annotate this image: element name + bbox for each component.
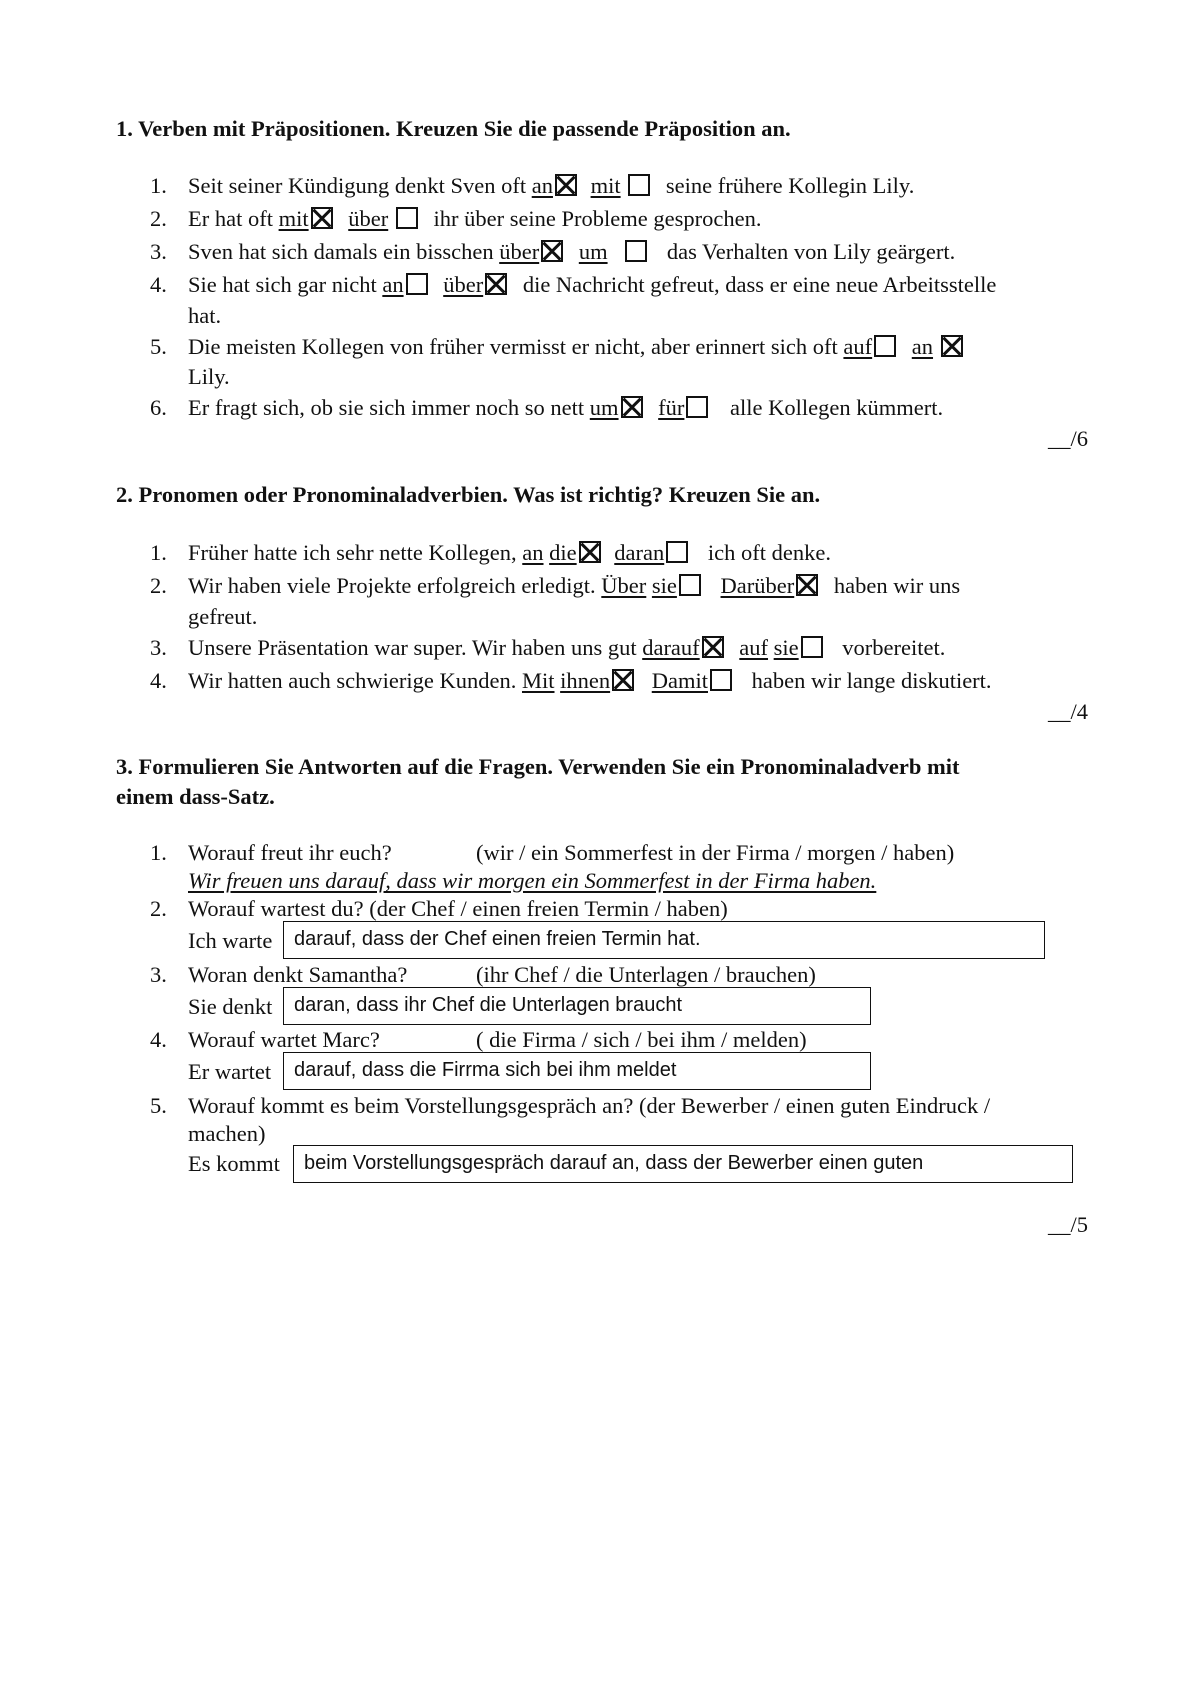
s1-item4-text: Sie hat sich gar nicht: [188, 272, 377, 297]
s1-item1-option2: mit: [590, 173, 621, 198]
s2-item3: [188, 633, 945, 663]
s3-item1-hint: (wir / ein Sommerfest in der Firma / morgen / haben): [476, 840, 955, 865]
s1-item6-option1: um: [589, 395, 619, 420]
s2-item2-option1b: sie: [651, 573, 677, 598]
s1-item5: [188, 332, 965, 362]
s1-item4-rest: die Nachricht gefreut, dass er eine neue Arbeitsstelle: [522, 272, 997, 297]
s1-item2-option1: mit: [278, 206, 309, 231]
s3-item2-question: Worauf wartest du? (der Chef / einen freien Termin / haben): [188, 896, 728, 921]
s1-item5-number: 5.: [150, 334, 167, 359]
s1-item1: [188, 171, 914, 201]
section3-score: __/5: [1048, 1212, 1089, 1237]
s2-item4-option1a: Mit: [521, 668, 555, 693]
s1-item2-text: Er hat oft: [188, 206, 273, 231]
s3-item5-continuation: machen): [188, 1121, 266, 1146]
s1-item4-checkbox2[interactable]: [485, 273, 507, 295]
s1-item3-rest: das Verhalten von Lily geärgert.: [666, 239, 956, 264]
s1-item2: [188, 204, 762, 234]
s1-item6-text: Er fragt sich, ob sie sich immer noch so nett: [188, 395, 585, 420]
s3-item5-answer-field[interactable]: beim Vorstellungsgespräch darauf an, dass der Bewerber einen guten: [293, 1145, 1073, 1183]
s1-item4-number: 4.: [150, 272, 167, 297]
s1-item6-number: 6.: [150, 395, 167, 420]
s2-item4-checkbox1[interactable]: [612, 669, 634, 691]
s1-item4: [188, 270, 996, 300]
s1-item1-text: Seit seiner Kündigung denkt Sven oft: [188, 173, 527, 198]
s2-item1-rest: ich oft denke.: [707, 540, 831, 565]
s2-item2: [188, 571, 960, 601]
s2-item3-checkbox2[interactable]: [801, 636, 823, 658]
s3-item4-answer-field[interactable]: darauf, dass die Firrma sich bei ihm meldet: [283, 1052, 871, 1090]
s3-item1-example-text: Wir freuen uns darauf, dass wir morgen ein Sommerfest in der Firma haben.: [188, 868, 877, 893]
s2-item3-rest: vorbereitet.: [842, 635, 946, 660]
s1-item3-checkbox1[interactable]: [541, 240, 563, 262]
s2-item2-option1a: Über: [601, 573, 647, 598]
s3-item2-lead: Ich warte: [188, 928, 273, 953]
s1-item4-option2: über: [443, 272, 484, 297]
s1-item4-continuation: hat.: [188, 303, 222, 328]
s2-item4-rest: haben wir lange diskutiert.: [751, 668, 992, 693]
s1-item3-option1: über: [499, 239, 540, 264]
s1-item1-rest: seine frühere Kollegin Lily.: [665, 173, 915, 198]
s1-item6: [188, 393, 943, 423]
s2-item2-text: Wir haben viele Projekte erfolgreich erledigt.: [188, 573, 596, 598]
s1-item4-checkbox1[interactable]: [406, 273, 428, 295]
s2-item1-text: Früher hatte ich sehr nette Kollegen,: [188, 540, 517, 565]
s2-item3-option1: darauf: [642, 635, 700, 660]
s2-item1-option1b: die: [549, 540, 577, 565]
s3-item1-question: Worauf freut ihr euch?: [188, 840, 392, 865]
s1-item2-checkbox2[interactable]: [396, 207, 418, 229]
s1-item5-option2: an: [911, 334, 934, 359]
s2-item1-checkbox1[interactable]: [579, 541, 601, 563]
s1-item3-text: Sven hat sich damals ein bisschen: [188, 239, 494, 264]
s3-item4-lead: Er wartet: [188, 1059, 272, 1084]
s2-item4: [188, 666, 992, 696]
s3-item3-hint: (ihr Chef / die Unterlagen / brauchen): [476, 962, 816, 987]
s1-item5-checkbox2[interactable]: [941, 335, 963, 357]
s3-item1-number: 1.: [150, 840, 167, 865]
s2-item2-checkbox1[interactable]: [679, 574, 701, 596]
s2-item3-option2b: sie: [773, 635, 799, 660]
s2-item2-checkbox2[interactable]: [796, 574, 818, 596]
s2-item4-number: 4.: [150, 668, 167, 693]
s2-item2-option2: Darüber: [720, 573, 795, 598]
s1-item1-checkbox1[interactable]: [555, 174, 577, 196]
s1-item6-checkbox1[interactable]: [621, 396, 643, 418]
section1-score: __/6: [1048, 426, 1089, 451]
s2-item1-option2: daran: [614, 540, 665, 565]
s1-item1-option1: an: [531, 173, 553, 198]
s3-item3-question: Woran denkt Samantha?: [188, 962, 408, 987]
s1-item5-text: Die meisten Kollegen von früher vermisst er nicht, aber erinnert sich oft: [188, 334, 838, 359]
s3-item3-lead: Sie denkt: [188, 994, 273, 1019]
s2-item1-number: 1.: [150, 540, 167, 565]
section3-title-line1: 3. Formulieren Sie Antworten auf die Fragen. Verwenden Sie ein Pronominaladverb mit: [116, 754, 960, 779]
s1-item5-option1: auf: [843, 334, 873, 359]
s1-item6-checkbox2[interactable]: [686, 396, 708, 418]
s2-item3-text: Unsere Präsentation war super. Wir haben uns gut: [188, 635, 637, 660]
s1-item4-option1: an: [382, 272, 404, 297]
section2-score: __/4: [1048, 699, 1089, 724]
s2-item2-number: 2.: [150, 573, 167, 598]
s1-item3-option2: um: [578, 239, 608, 264]
s3-item3-answer-field[interactable]: daran, dass ihr Chef die Unterlagen braucht: [283, 987, 871, 1025]
s1-item6-option2: für: [658, 395, 685, 420]
s3-item2-answer-field[interactable]: darauf, dass der Chef einen freien Termin hat.: [283, 921, 1045, 959]
s3-item5-lead: Es kommt: [188, 1151, 280, 1176]
s2-item4-text: Wir hatten auch schwierige Kunden.: [188, 668, 517, 693]
s2-item4-option1b: ihnen: [560, 668, 611, 693]
s1-item3-checkbox2[interactable]: [625, 240, 647, 262]
section3-title-line2: einem dass-Satz.: [116, 784, 275, 809]
s1-item3-number: 3.: [150, 239, 167, 264]
s2-item1: [188, 538, 831, 568]
s2-item1-option1a: an: [522, 540, 544, 565]
s1-item6-rest: alle Kollegen kümmert.: [730, 395, 944, 420]
s2-item4-checkbox2[interactable]: [710, 669, 732, 691]
s3-item5-question: Worauf kommt es beim Vorstellungsgespräch an? (der Bewerber / einen guten Eindruck /: [188, 1093, 991, 1118]
s2-item4-option2: Damit: [651, 668, 708, 693]
s2-item3-checkbox1[interactable]: [702, 636, 724, 658]
s1-item2-checkbox1[interactable]: [311, 207, 333, 229]
s2-item2-continuation: gefreut.: [188, 604, 258, 629]
s1-item2-rest: ihr über seine Probleme gesprochen.: [433, 206, 762, 231]
s2-item3-option2a: auf: [739, 635, 769, 660]
s3-item4-number: 4.: [150, 1027, 167, 1052]
s3-item4-hint: ( die Firma / sich / bei ihm / melden): [476, 1027, 807, 1052]
s3-item2-number: 2.: [150, 896, 167, 921]
s1-item2-option2: über: [348, 206, 389, 231]
s1-item5-checkbox1[interactable]: [874, 335, 896, 357]
s2-item1-checkbox2[interactable]: [666, 541, 688, 563]
s1-item1-checkbox2[interactable]: [628, 174, 650, 196]
s3-item3-number: 3.: [150, 962, 167, 987]
s1-item5-continuation: Lily.: [188, 364, 230, 389]
s2-item3-number: 3.: [150, 635, 167, 660]
s1-item3: [188, 237, 955, 267]
s3-item5-number: 5.: [150, 1093, 167, 1118]
section2-title: 2. Pronomen oder Pronominaladverbien. Was ist richtig? Kreuzen Sie an.: [116, 482, 821, 507]
s3-item1-example: [188, 866, 876, 896]
s3-item4-question: Worauf wartet Marc?: [188, 1027, 380, 1052]
s1-item1-number: 1.: [150, 173, 167, 198]
s1-item2-number: 2.: [150, 206, 167, 231]
s2-item2-rest: haben wir uns: [833, 573, 961, 598]
section1-title: 1. Verben mit Präpositionen. Kreuzen Sie die passende Präposition an.: [116, 116, 791, 141]
